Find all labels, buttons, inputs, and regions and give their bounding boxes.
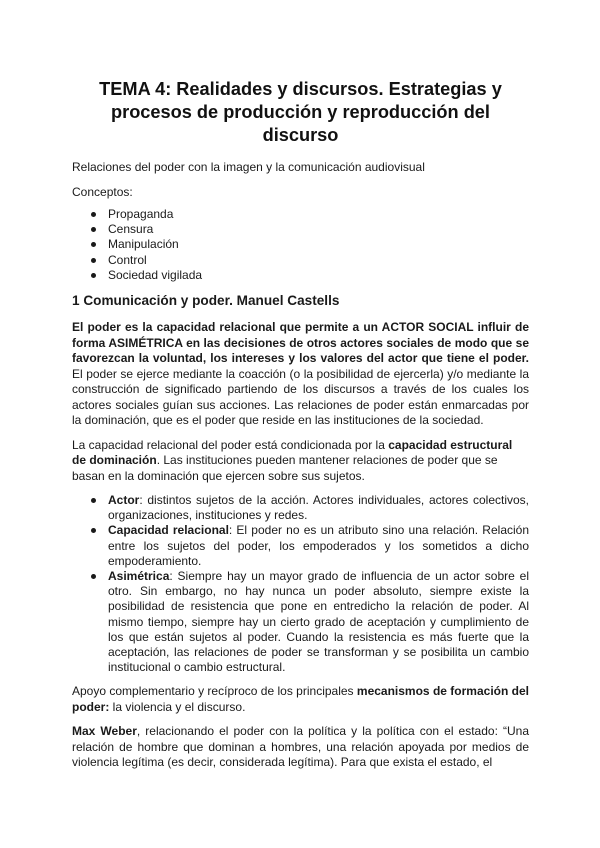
- section-heading: 1 Comunicación y poder. Manuel Castells: [72, 293, 340, 309]
- list-item: Propaganda: [72, 207, 529, 222]
- definition-item: [72, 569, 529, 675]
- list-item: Control: [72, 253, 529, 268]
- bold-text: Max Weber: [72, 724, 137, 739]
- definitions-list: [72, 493, 529, 675]
- bold-text: mecanismos de formación del poder:: [72, 684, 529, 714]
- paragraph-mechanisms: [72, 684, 529, 715]
- definition-text: : El poder no es un atributo sino una relación. Relación entre los sujetos del poder, los empoderados y los sometidos a dicho empoderamiento.: [108, 523, 530, 568]
- subtitle: Relaciones del poder con la imagen y la comunicación audiovisual: [72, 160, 425, 174]
- concepts-label: Conceptos:: [72, 184, 133, 199]
- paragraph-weber: [72, 724, 529, 771]
- bold-text: capacidad estructural de dominación: [72, 437, 513, 468]
- paragraph-text: La capacidad relacional del poder está condicionada por la: [72, 437, 389, 452]
- paragraph-power-definition: [72, 320, 529, 429]
- concepts-list: [72, 207, 529, 283]
- definition-text: : distintos sujetos de la acción. Actores individuales, actores colectivos, organizaciones, instituciones y redes.: [108, 493, 529, 523]
- paragraph-text: Apoyo complementario y recíproco de los principales: [72, 684, 357, 699]
- paragraph-text: , relacionando el poder con la política y la política con el estado: “Una relación de hombre que dominan a hombres, una relación apoyada por medios de violencia legítima (es decir, considerada legítima). Para que exista el estado, el: [72, 724, 529, 770]
- list-item: Sociedad vigilada: [72, 268, 529, 283]
- list-item: Censura: [72, 222, 529, 237]
- paragraph-text: . Las instituciones pueden mantener relaciones de poder que se basan en la dominación que ejercen sobre sus sujetos.: [72, 453, 498, 483]
- definition-text: : Siempre hay un mayor grado de influencia de un actor sobre el otro. Sin embargo, no hay nunca un poder absoluto, siempre existe la posibilidad de resistencia que pone en entredicho la relación de poder. Al mismo tiempo, siempre hay un cierto grado de aceptación y cumplimiento de los que están sujetos al poder. Cuando la resistencia es más fuerte que la aceptación, las relaciones de poder se transforman y se posibilita un cambio institucional o cambio estructural.: [108, 569, 529, 675]
- definition-term: Asimétrica: [108, 569, 170, 584]
- paragraph-text: la violencia y el discurso.: [109, 699, 246, 714]
- definition-item: [72, 493, 529, 523]
- paragraph-relational-capacity: [72, 438, 529, 485]
- definition-item: [72, 523, 529, 569]
- paragraph-text: El poder se ejerce mediante la coacción (o la posibilidad de ejercerla) y/o mediante la construcción de significado partiendo de los discursos a través de los cuales los actores sociales guían sus acciones. Las relaciones de poder están enmarcadas por la dominación, que es el poder que reside en las instituciones de la sociedad.: [72, 366, 529, 428]
- bold-text: El poder es la capacidad relacional que permite a un ACTOR SOCIAL influir de forma ASIMÉTRICA en las decisiones de otros actores sociales de modo que se favorezcan la voluntad, los intereses y los valores del actor que tiene el poder.: [72, 320, 529, 366]
- definition-term: Actor: [108, 493, 140, 508]
- list-item: Manipulación: [72, 237, 529, 252]
- definition-term: Capacidad relacional: [108, 523, 229, 538]
- page-title: TEMA 4: Realidades y discursos. Estrategias y procesos de producción y reproducción del discurso: [99, 79, 502, 145]
